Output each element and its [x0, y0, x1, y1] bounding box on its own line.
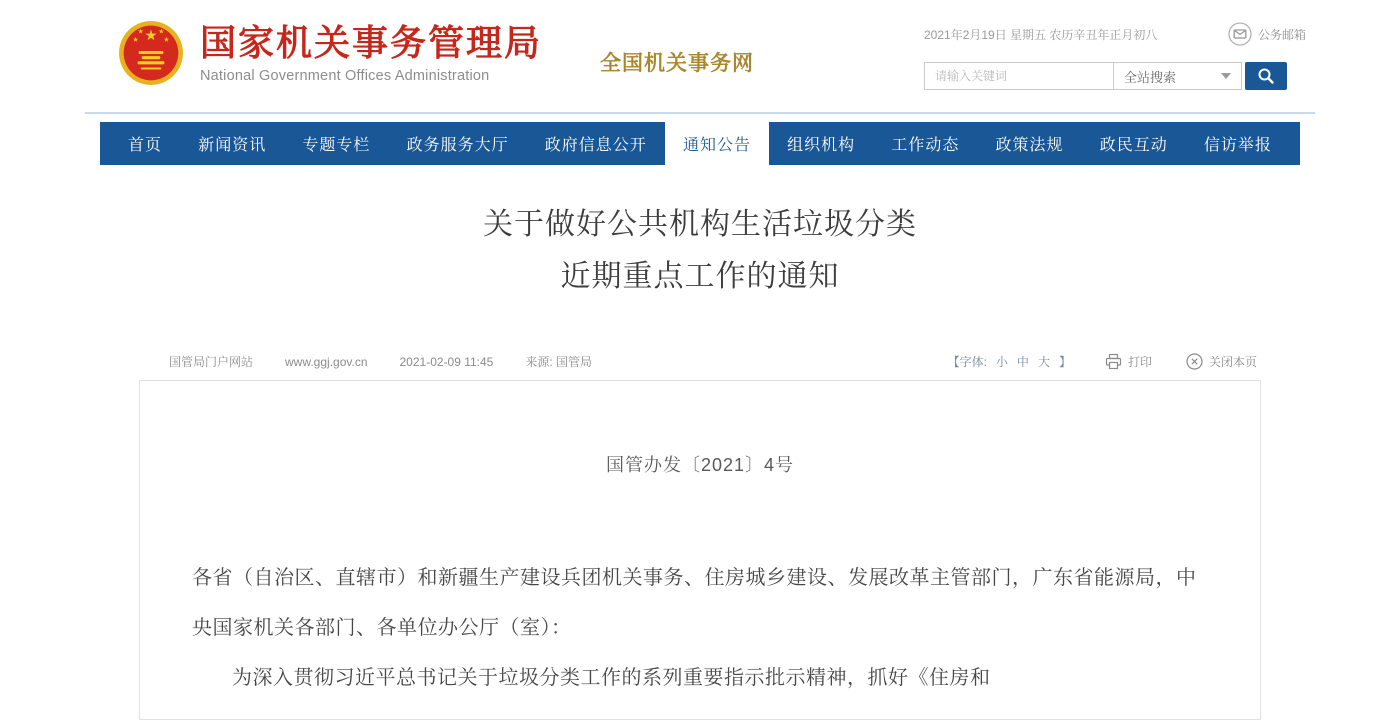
- nav-item-special-topics[interactable]: 专题专栏: [302, 137, 371, 154]
- print-button[interactable]: [1105, 353, 1152, 370]
- font-ctrl-suffix: 】: [1058, 355, 1071, 369]
- nav-item-work-updates[interactable]: 工作动态: [891, 137, 960, 154]
- mailbox-label: 公务邮箱: [1257, 27, 1306, 42]
- print-label: 打印: [1127, 355, 1152, 369]
- header-separator: [85, 112, 1315, 114]
- font-size-large-button[interactable]: 大: [1037, 355, 1050, 369]
- nav-item-organization[interactable]: 组织机构: [787, 137, 856, 154]
- close-page-button[interactable]: [1186, 353, 1257, 370]
- article-title: [100, 199, 1300, 303]
- national-emblem-icon: [118, 20, 184, 86]
- meta-site-url[interactable]: www.ggj.gov.cn: [285, 354, 368, 369]
- site-title-en: National Government Offices Administration: [200, 67, 490, 84]
- site-header: [100, 0, 1306, 112]
- search-scope-dropdown[interactable]: [1114, 62, 1242, 90]
- font-size-small-button[interactable]: 小: [995, 355, 1008, 369]
- nav-item-policies[interactable]: 政策法规: [995, 137, 1064, 154]
- official-mailbox-link[interactable]: [1228, 22, 1306, 46]
- font-size-medium-button[interactable]: 中: [1016, 355, 1029, 369]
- font-ctrl-prefix: 【字体:: [947, 355, 987, 369]
- nav-item-interaction[interactable]: 政民互动: [1099, 137, 1168, 154]
- magnifier-icon: [1257, 67, 1275, 85]
- article-body: [139, 380, 1261, 720]
- search-scope-label: 全站搜索: [1124, 69, 1177, 85]
- nav-item-home[interactable]: 首页: [128, 137, 163, 154]
- portal-name: 全国机关事务网: [600, 52, 754, 75]
- search-input[interactable]: [924, 62, 1114, 90]
- meta-source: 来源: 国管局: [525, 355, 593, 369]
- meta-publish-time: 2021-02-09 11:45: [399, 354, 494, 369]
- printer-icon: [1105, 353, 1122, 370]
- nav-item-notices[interactable]: 通知公告: [665, 122, 769, 165]
- close-circle-icon: [1186, 353, 1203, 370]
- site-title: 国家机关事务管理局: [200, 21, 543, 63]
- current-date: 2021年2月19日 星期五 农历辛丑年正月初八: [924, 27, 1158, 42]
- article-title-line2: 近期重点工作的通知: [560, 260, 840, 293]
- close-page-label: 关闭本页: [1208, 355, 1257, 369]
- search-button[interactable]: [1245, 62, 1287, 90]
- chevron-down-icon: [1221, 73, 1231, 79]
- site-logo[interactable]: [118, 20, 542, 86]
- nav-item-news[interactable]: 新闻资讯: [198, 137, 267, 154]
- nav-item-service-hall[interactable]: 政务服务大厅: [406, 137, 509, 154]
- nav-item-petitions[interactable]: 信访举报: [1203, 137, 1272, 154]
- document-number: 国管办发〔2021〕4号: [605, 455, 795, 475]
- article-title-line1: 关于做好公共机构生活垃圾分类: [483, 208, 917, 241]
- font-size-control: [948, 353, 1071, 370]
- article-meta: [139, 353, 1261, 380]
- envelope-icon: [1228, 22, 1252, 46]
- meta-source-site: 国管局门户网站: [169, 355, 254, 369]
- article-paragraph: 为深入贯彻习近平总书记关于垃圾分类工作的系列重要指示批示精神，抓好《住房和: [232, 667, 991, 689]
- main-navigation: [100, 122, 1300, 165]
- article-paragraph: 各省（自治区、直辖市）和新疆生产建设兵团机关事务、住房城乡建设、发展改革主管部门，广东省能源局，中央国家机关各部门、各单位办公厅（室）：: [192, 567, 1197, 639]
- nav-item-info-disclosure[interactable]: 政府信息公开: [544, 137, 647, 154]
